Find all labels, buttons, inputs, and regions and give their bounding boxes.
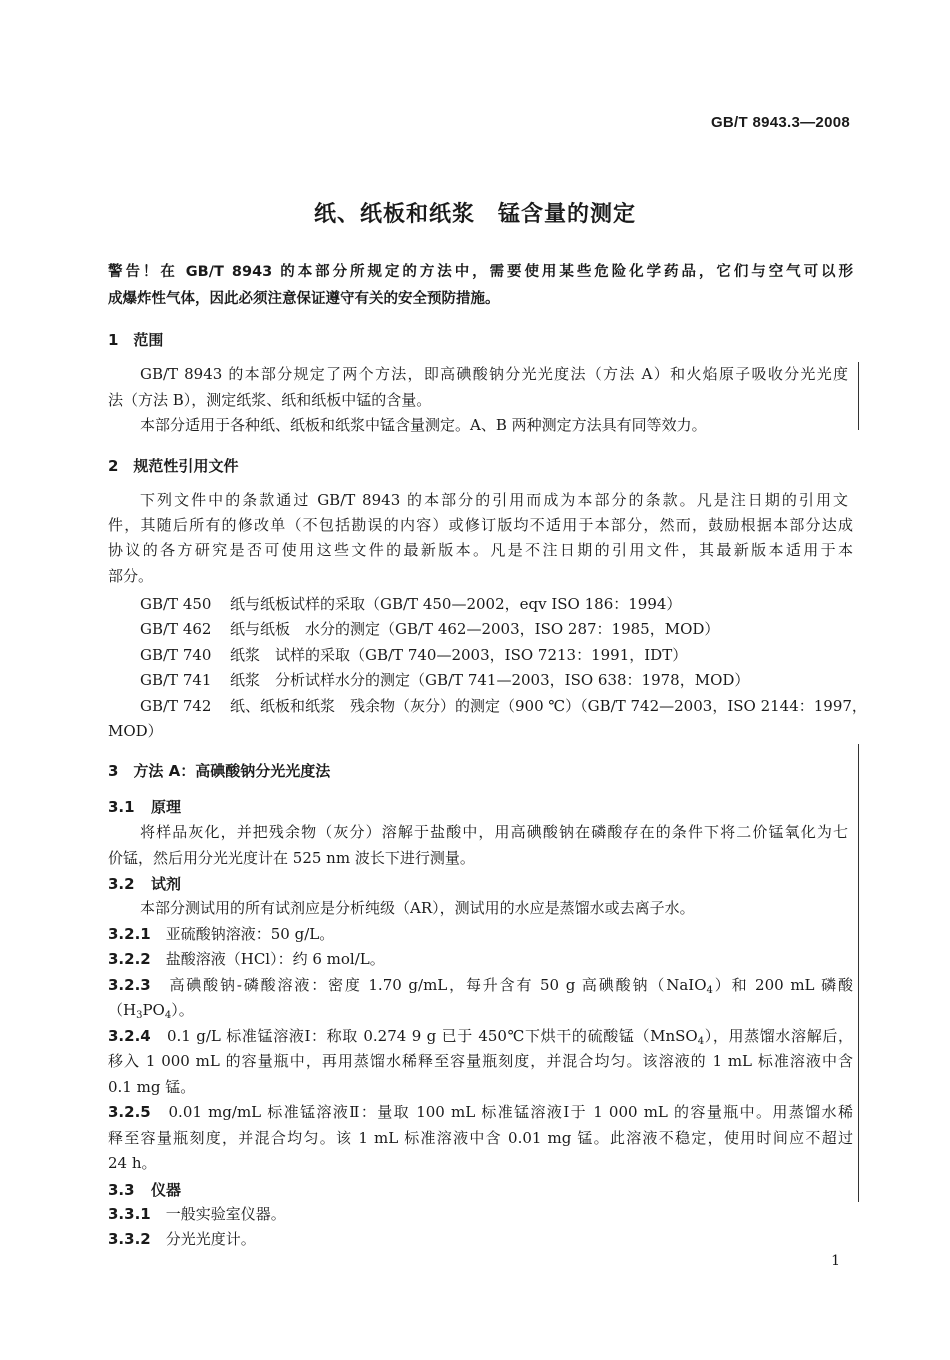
reference-item (140, 619, 885, 639)
item-number: 3.2.4 (108, 1027, 151, 1045)
item-number: 3.2.2 (108, 950, 151, 968)
s1-paragraph-1-line-2: 法（方法 B），测定纸浆、纸和纸板中锰的含量。 (108, 391, 432, 409)
item-text: （H (108, 1001, 137, 1019)
reference-code: GB/T 450 (140, 595, 212, 613)
item-text: 分光光度计。 (165, 1230, 256, 1248)
item-text: ），用蒸馏水溶解后， (704, 1027, 853, 1045)
reference-title: 纸与纸板 水分的测定（GB/T 462—2003，ISO 287：1985，MOD） (230, 620, 720, 638)
subscript: 3 (136, 1010, 143, 1021)
section-3-1-heading (108, 796, 181, 817)
page-number: 1 (831, 1253, 840, 1269)
section-3-2-heading (108, 873, 181, 894)
subscript: 4 (706, 985, 713, 996)
standard-number: GB/T 8943.3—2008 (710, 114, 850, 131)
reference-item (140, 594, 885, 614)
reference-title: 纸、纸板和纸浆 残余物（灰分）的测定（900 ℃）（GB/T 742—2003，ISO 2144：1997， (230, 697, 867, 715)
section-number: 3.2 (108, 875, 135, 893)
section-number: 3.1 (108, 798, 135, 816)
item-3-2-5-line-2: 释至容量瓶刻度，并混合均匀。该 1 mL 标准溶液中含 0.01 mg 锰。此溶液不稳定，使用时间应不超过 (108, 1129, 853, 1147)
item-3-2-4-line-1 (108, 1026, 853, 1052)
s2-line-2: 件，其随后所有的修改单（不包括勘误的内容）或修订版均不适用于本部分，然而，鼓励根据本部分达成 (108, 516, 853, 534)
item-text: 一般实验室仪器。 (165, 1205, 286, 1223)
item-3-2-3-line-1 (108, 975, 853, 1001)
reference-item (140, 670, 885, 690)
revision-bar (858, 744, 859, 1202)
s2-line-1: 下列文件中的条款通过 GB/T 8943 的本部分的引用而成为本部分的条款。凡是注日期的引用文 (140, 491, 848, 509)
item-3-3-2 (108, 1229, 853, 1249)
item-text: ）和 200 mL 磷酸 (712, 976, 853, 994)
section-2-heading: 2 规范性引用文件 (108, 457, 239, 475)
item-text: 0.01 mg/mL 标准锰溶液Ⅱ：量取 100 mL 标准锰溶液Ⅰ于 1 000 mL 的容量瓶中。用蒸馏水稀 (168, 1103, 853, 1121)
reference-code: GB/T 462 (140, 620, 212, 638)
s2-line-3: 协议的各方研究是否可使用这些文件的最新版本。凡是不注日期的引用文件，其最新版本适用于本 (108, 541, 853, 559)
item-3-2-1 (108, 924, 853, 944)
item-number: 3.3.1 (108, 1205, 151, 1223)
reference-title: 纸浆 试样的采取（GB/T 740—2003，ISO 7213：1991，IDT） (230, 646, 688, 664)
subscript: 4 (164, 1010, 172, 1021)
s2-line-4: 部分。 (108, 567, 154, 585)
item-number: 3.2.1 (108, 925, 151, 943)
reference-title: 纸与纸板试样的采取（GB/T 450—2002，eqv ISO 186：1994） (230, 595, 682, 613)
section-1-heading: 1 范围 (108, 331, 164, 349)
revision-bar (858, 362, 859, 430)
section-title: 仪器 (151, 1181, 182, 1199)
item-text: 0.1 g/L 标准锰溶液Ⅰ：称取 0.274 9 g 已于 450℃下烘干的硫酸锰（MnSO (167, 1027, 698, 1045)
subscript: 4 (697, 1036, 705, 1047)
s1-paragraph-1-line-1: GB/T 8943 的本部分规定了两个方法，即高碘酸钠分光光度法（方法 A）和火焰原子吸收分光光度 (140, 365, 848, 383)
section-3-3-heading (108, 1179, 181, 1200)
reference-code: GB/T 740 (140, 646, 212, 664)
item-text: 盐酸溶液（HCl）：约 6 mol/L。 (165, 950, 385, 968)
reference-item (140, 696, 867, 716)
warning-line-2: 成爆炸性气体，因此必须注意保证遵守有关的安全预防措施。 (108, 291, 500, 307)
s32-intro: 本部分测试用的所有试剂应是分析纯级（AR），测试用的水应是蒸馏水或去离子水。 (140, 899, 695, 917)
item-3-3-1 (108, 1204, 853, 1224)
reference-code: GB/T 741 (140, 671, 212, 689)
section-title: 原理 (151, 798, 182, 816)
section-title: 试剂 (151, 875, 182, 893)
item-3-2-4-line-2: 移入 1 000 mL 的容量瓶中，再用蒸馏水稀释至容量瓶刻度，并混合均匀。该溶液的 1 mL 标准溶液中含 (108, 1052, 853, 1070)
item-3-2-2 (108, 949, 853, 969)
reference-code: GB/T 742 (140, 697, 212, 715)
s1-paragraph-2: 本部分适用于各种纸、纸板和纸浆中锰含量测定。A、B 两种测定方法具有同等效力。 (140, 416, 707, 434)
warning-line-1: 警告！在 GB/T 8943 的本部分所规定的方法中，需要使用某些危险化学药品，它们与空气可以形 (108, 264, 853, 280)
reference-item-continuation: MOD） (108, 722, 163, 740)
item-3-2-4-line-3: 0.1 mg 锰。 (108, 1078, 196, 1096)
document-title: 纸、纸板和纸浆 锰含量的测定 (313, 202, 636, 227)
s31-line-2: 价锰，然后用分光光度计在 525 nm 波长下进行测量。 (108, 849, 475, 867)
item-text: 亚硫酸钠溶液：50 g/L。 (165, 925, 335, 943)
item-3-2-3-line-2 (108, 1000, 853, 1026)
s31-line-1: 将样品灰化，并把残余物（灰分）溶解于盐酸中，用高碘酸钠在磷酸存在的条件下将二价锰氧化为七 (140, 823, 848, 841)
section-3-heading: 3 方法 A：高碘酸钠分光光度法 (108, 762, 331, 780)
item-number: 3.2.3 (108, 976, 151, 994)
item-3-2-5-line-1 (108, 1102, 853, 1122)
reference-title: 纸浆 分析试样水分的测定（GB/T 741—2003，ISO 638：1978，MOD） (230, 671, 750, 689)
item-3-2-5-line-3: 24 h。 (108, 1154, 157, 1172)
section-number: 3.3 (108, 1181, 135, 1199)
item-number: 3.3.2 (108, 1230, 151, 1248)
item-number: 3.2.5 (108, 1103, 151, 1121)
item-text: ）。 (171, 1001, 194, 1019)
item-text: PO (142, 1001, 165, 1019)
reference-item (140, 645, 885, 665)
item-text: 高碘酸钠-磷酸溶液：密度 1.70 g/mL，每升含有 50 g 高碘酸钠（NaIO (169, 976, 707, 994)
